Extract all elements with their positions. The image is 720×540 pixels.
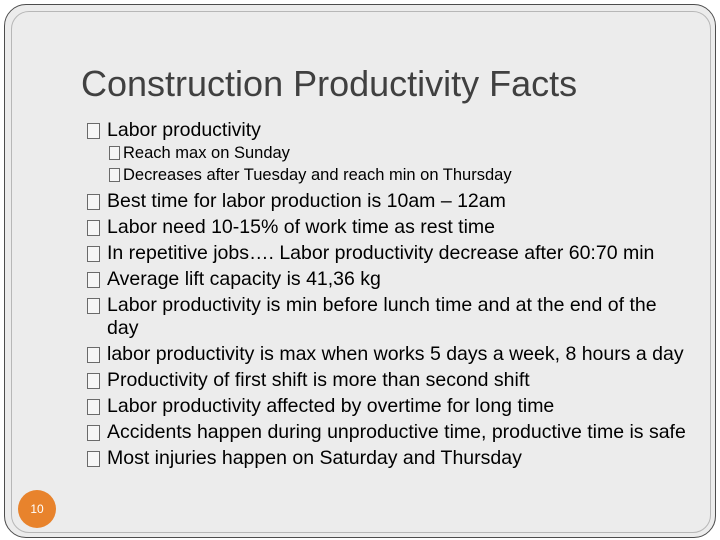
bullet-item [87,242,687,265]
bullet-item [87,421,687,444]
bullet-box-icon [87,425,100,441]
bullet-text: Accidents happen during unproductive time, productive time is safe [107,421,686,443]
slide-title: Construction Productivity Facts [81,63,578,104]
bullet-box-icon [87,298,100,314]
bullet-box-icon [87,194,100,210]
bullet-item [87,294,687,340]
bullet-item [87,190,687,213]
bullet-item [87,447,687,470]
sub-bullet-item [87,142,687,164]
bullet-box-icon [87,347,100,363]
bullet-box-icon [109,146,120,160]
bullet-text: Labor productivity [107,119,261,141]
bullet-item [87,395,687,418]
bullet-box-icon [87,451,100,467]
bullet-item [87,343,687,366]
bullet-item [87,216,687,239]
bullet-box-icon [109,168,120,182]
sub-bullet-list [87,142,687,186]
bullet-list [87,119,687,473]
sub-bullet-text: Decreases after Tuesday and reach min on Thursday [123,166,512,184]
slide [4,4,716,538]
bullet-text: In repetitive jobs…. Labor productivity decrease after 60:70 min [107,242,655,264]
sub-bullet-text: Reach max on Sunday [123,144,290,162]
page-number-badge [18,490,56,528]
bullet-text: Productivity of first shift is more than second shift [107,369,530,391]
page-number: 10 [30,502,44,516]
bullet-box-icon [87,246,100,262]
bullet-box-icon [87,123,100,139]
bullet-text: Most injuries happen on Saturday and Thursday [107,447,522,469]
bullet-item [87,119,687,142]
sub-bullet-item [87,164,687,186]
bullet-text: Labor productivity affected by overtime for long time [107,395,555,417]
bullet-item [87,268,687,291]
bullet-box-icon [87,220,100,236]
bullet-box-icon [87,373,100,389]
bullet-text: Best time for labor production is 10am – 12am [107,190,506,212]
bullet-text: Labor need 10-15% of work time as rest time [107,216,496,238]
bullet-text: labor productivity is max when works 5 days a week, 8 hours a day [107,343,684,365]
bullet-box-icon [87,272,100,288]
bullet-text: Average lift capacity is 41,36 kg [107,268,381,290]
bullet-text: Labor productivity is min before lunch time and at the end of the day [107,294,657,339]
bullet-item [87,369,687,392]
bullet-box-icon [87,399,100,415]
